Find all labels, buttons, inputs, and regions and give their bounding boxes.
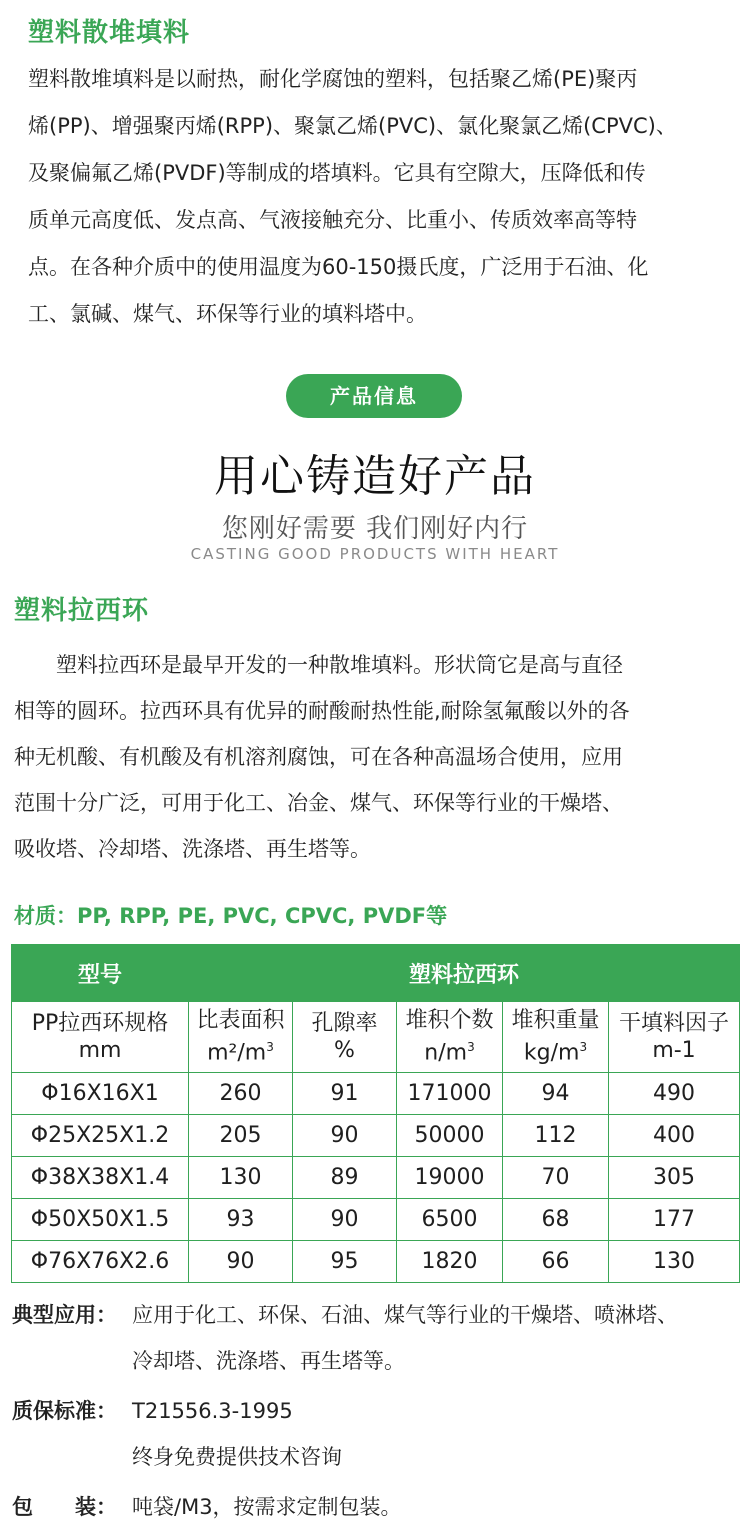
table-cell: 177 [609,1199,740,1241]
header-model: 型号 [12,945,189,1002]
table-cell: 205 [189,1115,293,1157]
application-label: 典型应用： [12,1303,117,1327]
table-cell: 93 [189,1199,293,1241]
table-cell: 19000 [397,1157,503,1199]
table-cell: 130 [189,1157,293,1199]
raschig-line: 塑料拉西环是最早开发的一种散堆填料。形状筒它是高与直径 [14,653,623,677]
table-cell: 260 [189,1073,293,1115]
table-cell: 1820 [397,1241,503,1283]
section-title-plastic-random-packing: 塑料散堆填料 [28,18,191,48]
standard-label: 质保标准： [12,1399,117,1423]
application-value-cont: 冷却塔、洗涤塔、再生塔等。 [132,1349,405,1373]
intro-line: 工、氯碱、煤气、环保等行业的填料塔中。 [28,302,427,326]
standard-info [12,1388,342,1480]
raschig-line: 吸收塔、冷却塔、洗涤塔、再生塔等。 [14,837,371,861]
table-cell: 89 [293,1157,397,1199]
slogan-sub: 您刚好需要 我们刚好内行 [221,514,529,544]
table-row [12,1241,740,1283]
material-line: 材质：PP, RPP, PE, PVC, CPVC, PVDF等 [14,904,448,928]
col-header: 比表面积 $m^2/m^3$ [189,1002,293,1073]
table-cell: 70 [503,1157,609,1199]
table-cell: 68 [503,1199,609,1241]
table-cell: Φ25X25X1.2 [12,1115,189,1157]
table-cell: Φ76X76X2.6 [12,1241,189,1283]
raschig-paragraph [14,642,630,872]
table-cell: 90 [293,1115,397,1157]
table-cell: 171000 [397,1073,503,1115]
table-row [12,1073,740,1115]
intro-line: 及聚偏氟乙烯(PVDF)等制成的塔填料。它具有空隙大，压降低和传 [28,161,646,185]
col-header: PP拉西环规格 mm [12,1002,189,1073]
intro-line: 烯(PP)、增强聚丙烯(RPP)、聚氯乙烯(PVC)、氯化聚氯乙烯(CPVC)、 [28,114,677,138]
table-subheader-row [12,1002,740,1073]
table-cell: 490 [609,1073,740,1115]
table-cell: Φ16X16X1 [12,1073,189,1115]
table-cell: Φ50X50X1.5 [12,1199,189,1241]
raschig-line: 范围十分广泛，可用于化工、冶金、煤气、环保等行业的干燥塔、 [14,791,623,815]
table-cell: 400 [609,1115,740,1157]
table-row [12,1115,740,1157]
slogan-main: 用心铸造好产品 [214,451,536,502]
table-row [12,1199,740,1241]
table-cell: 94 [503,1073,609,1115]
table-row [12,1157,740,1199]
col-header: 孔隙率 % [293,1002,397,1073]
intro-paragraph [28,56,677,338]
col-header: 堆积个数 $n/m^3$ [397,1002,503,1073]
intro-line: 点。在各种介质中的使用温度为60-150摄氏度，广泛用于石油、化 [28,255,649,279]
raschig-line: 相等的圆环。拉西环具有优异的耐酸耐热性能,耐除氢氟酸以外的各 [14,699,630,723]
intro-line: 质单元高度低、发点高、气液接触充分、比重小、传质效率高等特 [28,208,637,232]
table-cell: 112 [503,1115,609,1157]
table-cell: 90 [293,1199,397,1241]
intro-line: 塑料散堆填料是以耐热，耐化学腐蚀的塑料，包括聚乙烯(PE)聚丙 [28,67,638,91]
standard-value: T21556.3-1995 [132,1399,293,1423]
table-cell: 50000 [397,1115,503,1157]
table-cell: Φ38X38X1.4 [12,1157,189,1199]
application-info [12,1292,678,1384]
table-cell: 91 [293,1073,397,1115]
slogan-english: CASTING GOOD PRODUCTS WITH HEART [190,545,560,563]
header-product: 塑料拉西环 [189,945,740,1002]
standard-value-cont: 终身免费提供技术咨询 [132,1445,342,1469]
table-cell: 6500 [397,1199,503,1241]
package-info [12,1484,402,1530]
package-label: 包 装： [12,1495,117,1519]
raschig-line: 种无机酸、有机酸及有机溶剂腐蚀，可在各种高温场合使用，应用 [14,745,623,769]
table-header-row [12,945,740,1002]
section-title-raschig-ring: 塑料拉西环 [14,596,150,626]
col-header: 干填料因子 m-1 [609,1002,740,1073]
product-info-badge: 产品信息 [286,374,462,418]
table-cell: 95 [293,1241,397,1283]
application-value: 应用于化工、环保、石油、煤气等行业的干燥塔、喷淋塔、 [132,1303,678,1327]
table-cell: 305 [609,1157,740,1199]
col-header: 堆积重量 $kg/m^3$ [503,1002,609,1073]
package-value: 吨袋/M3，按需求定制包装。 [132,1495,402,1519]
table-cell: 90 [189,1241,293,1283]
table-cell: 130 [609,1241,740,1283]
table-cell: 66 [503,1241,609,1283]
spec-table [11,944,740,1283]
